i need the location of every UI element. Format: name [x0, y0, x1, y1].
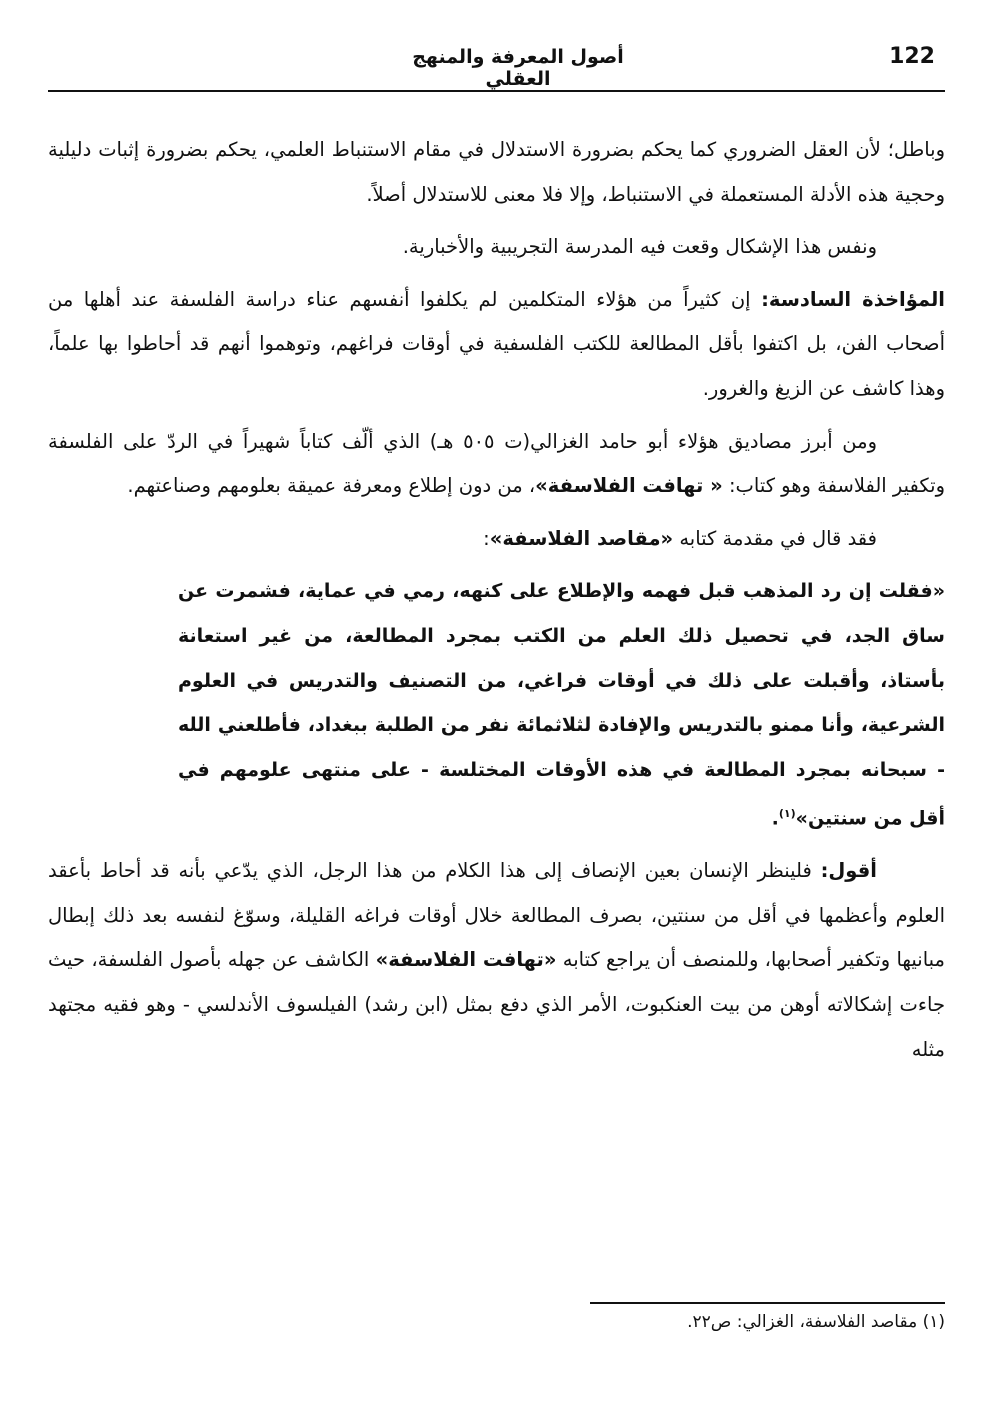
paragraph-3-text: إن كثيراً من هؤلاء المتكلمين لم يكلفوا أنفسهم عناء دراسة الفلسفة عند أهلها من أصحاب الفن، بل اكتفوا بأقل المطالعة للكتب الفلسفية في أوقات فراغهم، وتوهموا أنهم قد أحاطوا بها علماً، وهذا كاشف عن الزيغ والغرور.: [48, 287, 945, 400]
book-title-tahafut-2: «تهافت الفلاسفة»: [375, 948, 557, 972]
paragraph-6: [48, 849, 945, 1072]
paragraph-4-text-after: ، من دون إطلاع ومعرفة عميقة بعلومهم وصناعتهم.: [127, 474, 536, 498]
footnote-reference: (١): [778, 807, 796, 821]
paragraph-5: [48, 517, 945, 562]
page-number: 122: [889, 44, 935, 69]
quote-text: «فقلت إن رد المذهب قبل فهمه والإطلاع على كنهه، رمي في عماية، فشمرت عن ساق الجد، في تحصيل ذلك العلم من الكتب بمجرد المطالعة، من غير استعانة بأستاذ، وأقبلت على ذلك في أوقات فراغي، من التصنيف والتدريس في العلوم الشرعية، وأنا ممنو بالتدريس والإفادة لثلاثمائة نفر من الطلبة ببغداد، فأطلعني الله - سبحانه بمجرد المطالعة في هذه الأوقات المختلسة - على منتهى علومهم في أقل من سنتين»: [178, 580, 945, 830]
paragraph-6-lead: أقول:: [820, 859, 877, 883]
book-title-maqasid: «مقاصد الفلاسفة»: [489, 526, 674, 550]
footnote: [480, 1312, 945, 1332]
footnote-divider: [590, 1302, 945, 1304]
paragraph-5-text-before: فقد قال في مقدمة كتابه: [673, 526, 877, 550]
quote-end: .: [771, 807, 779, 830]
paragraph-1-text: وباطل؛ لأن العقل الضروري كما يحكم بضرورة الاستدلال في مقام الاستنباط العلمي، يحكم بضرورة إثبات دليلية وحجية هذه الأدلة المستعملة في الاستنباط، وإلا فلا معنى للاستدلال أصلاً.: [48, 138, 945, 206]
paragraph-6-text-before: فلينظر الإنسان بعين الإنصاف إلى هذا الكلام من هذا الرجل، الذي يدّعي بأنه قد أحاط بأعقد العلوم وأعظمها في أقل من سنتين، بصرف المطالعة خلال أوقات فراغه القليلة، وسوّغ لنفسه بعد ذلك إبطال مبانيها وتكفير أصحابها، وللمنصف أن يراجع كتابه: [48, 859, 945, 972]
book-title-tahafut: « تهافت الفلاسفة»: [535, 474, 723, 498]
paragraph-6-text-after: الكاشف عن جهله بأصول الفلسفة، حيث جاءت إشكالاته أوهن من بيت العنكبوت، الأمر الذي دفع بمثل (ابن رشد) الفيلسوف الأندلسي - وهو فقيه مجتهد مثله: [48, 948, 945, 1061]
paragraph-1: [48, 128, 945, 217]
page-header: [48, 40, 945, 92]
paragraph-3-lead: المؤاخذة السادسة:: [761, 287, 945, 311]
footnote-text: (١) مقاصد الفلاسفة، الغزالي: ص٢٢.: [687, 1312, 945, 1332]
paragraph-4-text-before: ومن أبرز مصاديق هؤلاء أبو حامد الغزالي(ت ٥٠٥ هـ) الذي ألّف كتاباً شهيراً في الردّ على الفلسفة وتكفير الفلاسفة وهو كتاب:: [48, 429, 945, 498]
paragraph-3: [48, 278, 945, 412]
block-quote: [48, 569, 945, 841]
paragraph-5-text-after: :: [483, 526, 490, 550]
paragraph-2: [48, 225, 945, 270]
body-text: [48, 128, 945, 1080]
running-title: أصول المعرفة والمنهج العقلي: [412, 46, 624, 90]
paragraph-2-text: ونفس هذا الإشكال وقعت فيه المدرسة التجريبية والأخبارية.: [402, 235, 877, 259]
paragraph-4: [48, 420, 945, 509]
